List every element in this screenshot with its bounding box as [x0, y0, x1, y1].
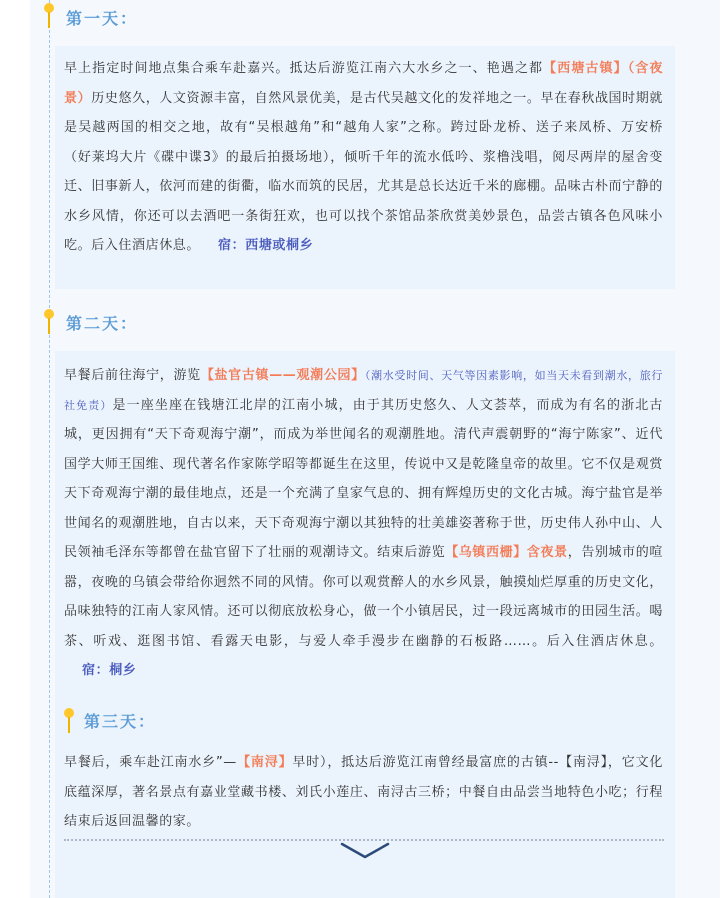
day2-spot1: 【盐官古镇——观潮公园】: [200, 368, 365, 383]
day3-description: [64, 748, 663, 837]
day2-stay: 宿：桐乡: [82, 663, 137, 678]
location-pin-icon: [43, 309, 55, 335]
section-divider: [64, 839, 664, 841]
day2-note: （潮水受时间、天气等因素影响，如当天未看到潮水，旅行社免责）: [64, 369, 663, 412]
day2-text-mid: 是一座坐座在钱塘江北岸的江南小城，由于其历史悠久、人文荟萃，而成为有名的浙北古城，更因拥有“天下奇观海宁潮”，而成为举世闻名的观潮胜地。清代声震朝野的“海宁陈家”、近代国学大师王国维、现代著名作家陈学昭等都诞生在这里，传说中又是乾隆皇帝的故里。它不仅是观赏天下奇观海宁潮的最佳地点，还是一个充满了皇家气息的、拥有辉煌历史的文化古城。海宁盐官是举世闻名的观潮胜地，自古以来，天下奇观海宁潮以其独特的壮美雄姿著称于世，历史伟人孙中山、人民领袖毛泽东等都曾在盐官留下了壮丽的观潮诗文。结束后游览: [64, 397, 663, 560]
day1-card: [55, 46, 675, 289]
day3-title: 第三天：: [84, 712, 157, 731]
day1-description: [64, 54, 663, 261]
day1-spot: 【西塘古镇】（含夜景）: [64, 61, 663, 106]
location-pin-icon: [63, 708, 75, 734]
day3-text-start: 早餐后，乘车赴江南水乡”—: [64, 755, 237, 770]
day2-text-end: ，告别城市的喧嚣，夜晚的乌镇会带给你迥然不同的风情。你可以观赏醉人的水乡风景，触摸灿烂厚重的历史文化，品味独特的江南人家风情。还可以彻底放松身心，做一个小镇居民，过一段远离城市的田园生活。喝茶、听戏、逛图书馆、看露天电影，与爱人牵手漫步在幽静的石板路……。后入住酒店休息。: [64, 545, 663, 649]
day3-spot: 【南浔】: [236, 755, 293, 770]
day1-title: 第一天：: [66, 9, 139, 28]
day2-title: 第二天：: [66, 314, 139, 333]
chevron-down-icon[interactable]: [340, 842, 390, 860]
day3-text-rest: 早时），抵达后游览江南曾经最富庶的古镇--【南浔】，它文化底蕴深厚，著名景点有嘉业堂藏书楼、刘氏小莲庄、南浔古三桥；中餐自由品尝当地特色小吃；行程结束后返回温馨的家。: [64, 755, 663, 829]
timeline-line: [49, 0, 50, 898]
day2-spot2: 【乌镇西栅】含夜景: [445, 545, 568, 560]
location-pin-icon: [43, 3, 55, 29]
day2-description: [64, 361, 663, 686]
day1-text-start: 早上指定时间地点集合乘车赴嘉兴。抵达后游览江南六大水乡之一、艳遇之都: [64, 61, 544, 76]
day1-text-rest: 历史悠久，人文资源丰富，自然风景优美，是古代吴越文化的发祥地之一。早在春秋战国时期就是吴越两国的相交之地，故有“吴根越角”和“越角人家”之称。跨过卧龙桥、送子来凤桥、万安桥（好莱坞大片《碟中谍3》的最后拍摄场地），倾听千年的流水低吟、浆橹浅唱，阅尽两岸的屋舍变迁、旧事新人，依河而建的街衢，临水而筑的民居，尤其是总长达近千米的廊棚。品味古朴而宁静的水乡风情，你还可以去酒吧一条街狂欢，也可以找个茶馆品茶欣赏美妙景色，品尝古镇各色风味小吃。后入住酒店休息。: [64, 90, 664, 253]
day2-card: [55, 351, 675, 898]
day1-stay: 宿：西塘或桐乡: [218, 238, 314, 253]
day2-text-start: 早餐后前往海宁，游览: [64, 368, 201, 383]
